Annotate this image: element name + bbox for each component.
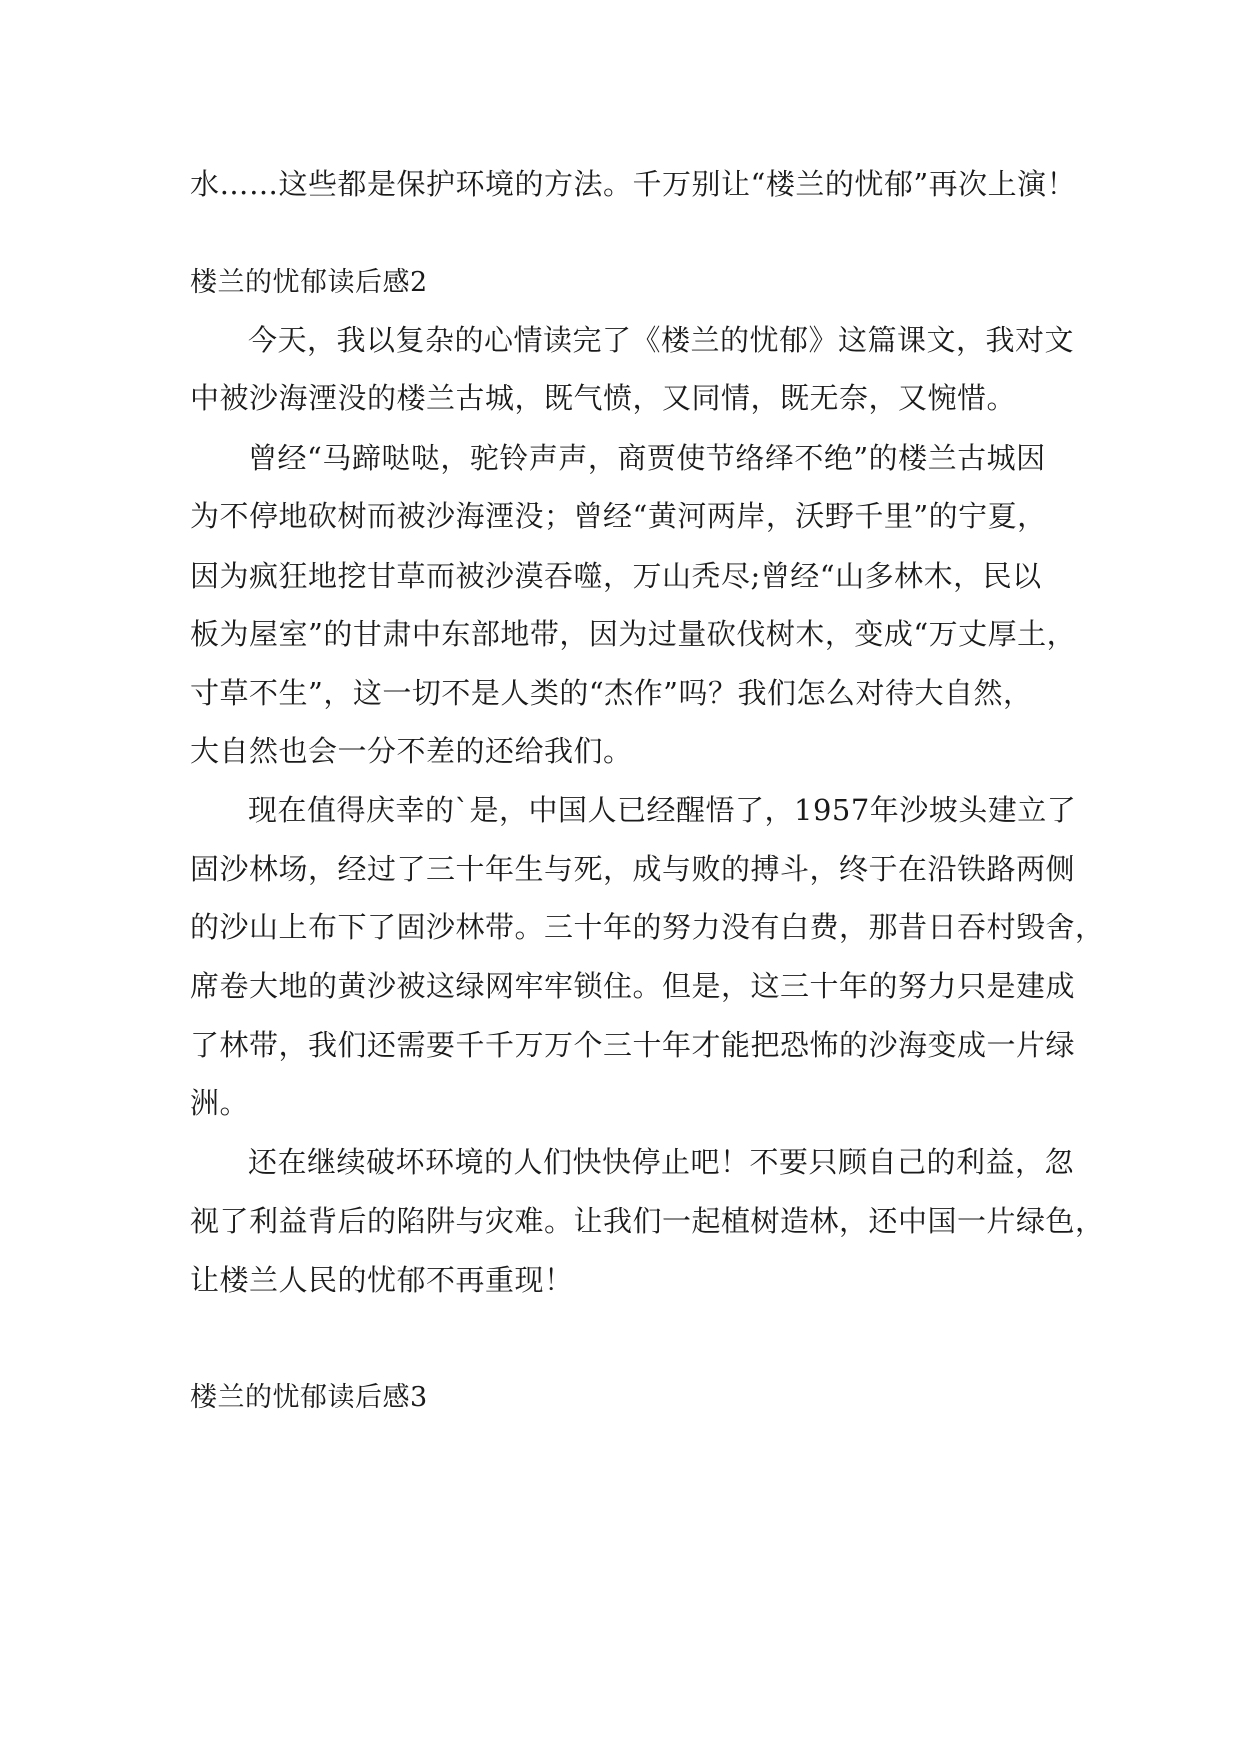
paragraph-2-line-1: 曾经“马蹄哒哒，驼铃声声，商贾使节络绎不绝”的楼兰古城因 [248, 441, 1046, 475]
paragraph-3-line-4: 席卷大地的黄沙被这绿网牢牢锁住。但是，这三十年的努力只是建成 [190, 969, 1076, 1003]
section-heading-3: 楼兰的忧郁读后感3 [190, 1382, 428, 1413]
paragraph-1-line-2: 中被沙海湮没的楼兰古城，既气愤，又同情，既无奈，又惋惜。 [190, 381, 1017, 415]
paragraph-1-line-1: 今天，我以复杂的心情读完了《楼兰的忧郁》这篇课文，我对文 [248, 323, 1075, 357]
paragraph-2-line-2: 为不停地砍树而被沙海湮没；曾经“黄河两岸，沃野千里”的宁夏， [190, 499, 1047, 533]
paragraph-3-line-2: 固沙林场，经过了三十年生与死，成与败的搏斗，终于在沿铁路两侧 [190, 852, 1076, 886]
paragraph-2-line-4: 板为屋室”的甘肃中东部地带，因为过量砍伐树木，变成“万丈厚土， [190, 617, 1077, 651]
paragraph-3-line-6: 洲。 [190, 1086, 250, 1120]
section-heading-2: 楼兰的忧郁读后感2 [190, 267, 428, 298]
paragraph-2-line-5: 寸草不生”，这一切不是人类的“杰作”吗？我们怎么对待大自然， [190, 676, 1033, 710]
paragraph-3-line-1: 现在值得庆幸的`是，中国人已经醒悟了，1957年沙坡头建立了 [248, 793, 1077, 827]
paragraph-4-line-3: 让楼兰人民的忧郁不再重现！ [190, 1263, 574, 1297]
opening-line: 水……这些都是保护环境的方法。千万别让“楼兰的忧郁”再次上演！ [190, 167, 1077, 201]
paragraph-2-line-3: 因为疯狂地挖甘草而被沙漠吞噬，万山秃尽;曾经“山多林木，民以 [190, 559, 1042, 593]
paragraph-3-line-5: 了林带，我们还需要千千万万个三十年才能把恐怖的沙海变成一片绿 [190, 1028, 1076, 1062]
paragraph-2-line-6: 大自然也会一分不差的还给我们。 [190, 734, 633, 768]
paragraph-4-line-2: 视了利益背后的陷阱与灾难。让我们一起植树造林，还中国一片绿色， [190, 1204, 1105, 1238]
paragraph-3-line-3: 的沙山上布下了固沙林带。三十年的努力没有白费，那昔日吞村毁舍， [190, 910, 1105, 944]
paragraph-4-line-1: 还在继续破坏环境的人们快快停止吧！不要只顾自己的利益，忽 [248, 1145, 1075, 1179]
